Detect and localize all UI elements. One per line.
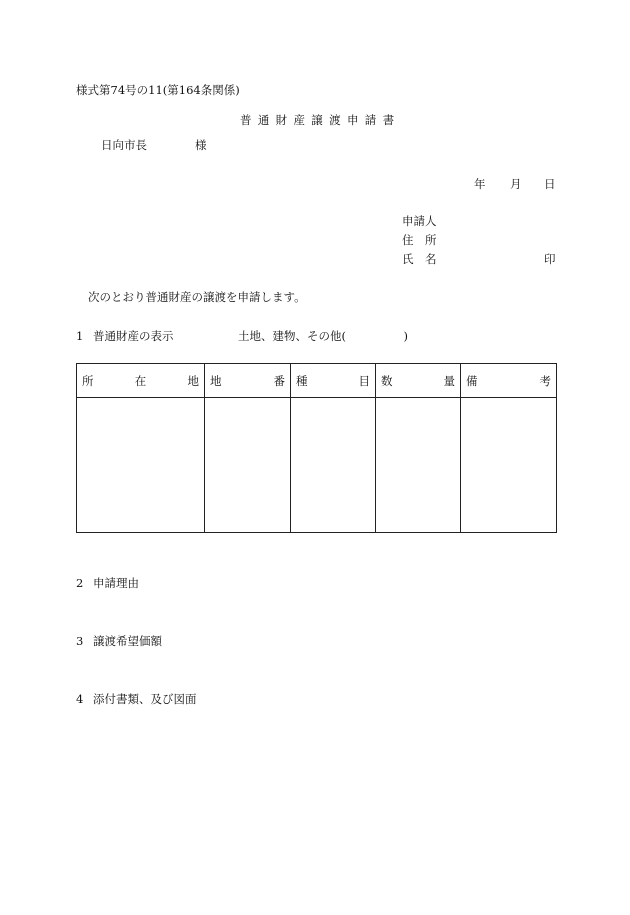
header-quantity-char: 量 [443, 373, 455, 388]
header-category [291, 364, 376, 398]
category-cell[interactable] [291, 398, 376, 533]
location-cell[interactable] [77, 398, 205, 533]
table-row [77, 398, 557, 533]
section2-number: 2 [76, 576, 84, 590]
header-lot-number-char: 地 [210, 373, 222, 388]
header-location-char: 地 [187, 373, 199, 388]
applicant-heading: 申請人 [402, 214, 437, 228]
date-day: 日 [544, 177, 556, 191]
seal-mark: 印 [544, 252, 556, 266]
header-location-char: 在 [134, 373, 147, 388]
header-category-char: 種 [296, 373, 308, 388]
section2-label: 申請理由 [93, 576, 139, 590]
table-header-row [77, 364, 557, 398]
section1-number: 1 [76, 329, 84, 343]
section1-kinds: 土地、建物、その他( ) [238, 329, 408, 343]
header-lot-number [205, 364, 291, 398]
addressee-honorific: 様 [195, 138, 207, 152]
quantity-cell[interactable] [376, 398, 461, 533]
section1-label: 普通財産の表示 [93, 329, 174, 343]
page-title: 普通財産譲渡申請書 [240, 113, 401, 127]
remarks-cell[interactable] [461, 398, 557, 533]
applicant-address-label: 住 所 [402, 233, 437, 247]
header-remarks [461, 364, 557, 398]
property-table [76, 363, 557, 533]
date-month: 月 [510, 177, 522, 191]
header-category-char: 目 [358, 373, 370, 388]
header-quantity [376, 364, 461, 398]
date-year: 年 [474, 177, 486, 191]
intro-text: 次のとおり普通財産の譲渡を申請します。 [88, 290, 306, 304]
addressee-name: 日向市長 [101, 138, 147, 152]
header-remarks-char: 備 [466, 373, 478, 388]
header-lot-number-char: 番 [273, 373, 285, 388]
section4-number: 4 [76, 692, 84, 706]
header-remarks-char: 考 [539, 373, 551, 388]
lot-number-cell[interactable] [205, 398, 291, 533]
section3-label: 譲渡希望価額 [93, 634, 162, 648]
header-quantity-char: 数 [381, 373, 393, 388]
applicant-name-label: 氏 名 [402, 252, 437, 266]
section4-label: 添付書類、及び図面 [93, 692, 197, 706]
header-location-char: 所 [82, 373, 94, 388]
header-location [77, 364, 205, 398]
form-id: 様式第74号の11(第164条関係) [76, 83, 240, 97]
section3-number: 3 [76, 634, 84, 648]
